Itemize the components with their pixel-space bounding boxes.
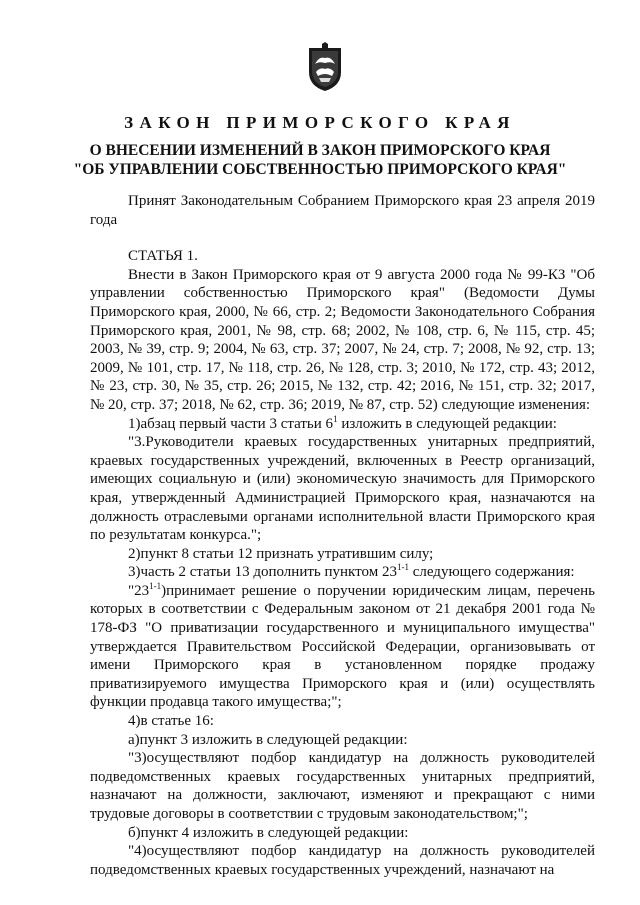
item-3-quote-a: "23 [128, 582, 150, 599]
item-1-superscript: 1 [333, 413, 338, 424]
item-1-text-b: изложить в следующей редакции: [337, 415, 557, 432]
item-1-quote: "3.Руководители краевых государственных унитарных предприятий, краевых государственных учреждений, включенных в Реестр организаций, имеющих социальную и (или) экономическую значимость для Приморского края, утвержденный Администрацией Приморского края, назначаются на должность отраслевыми органами исполнительной власти Приморского края по результатам конкурса."; [90, 434, 595, 544]
adoption-note: Принят Законодательным Собранием Приморского края 23 апреля 2019 года [90, 193, 595, 228]
item-3-quote-b: )принимает решение о поручении юридическим лицам, перечень которых в соответствии с Федеральным законом от 21 декабря 2001 года № 178-ФЗ "О приватизации государственного и муниципального имущества" утверждается Правительством Российской Федерации, организовывать от имени Приморского края в установленном порядке продажу приватизируемого имущества Приморского края и (или) осуществлять функции продавца такого имущества;"; [90, 582, 595, 711]
item-3-text-a: 3)часть 2 статьи 13 дополнить пунктом 23 [128, 564, 397, 581]
item-3 [90, 563, 595, 582]
item-3-text-b: следующего содержания: [408, 564, 575, 581]
document-body [90, 192, 595, 879]
law-subtitle-line-1: О ВНЕСЕНИИ ИЗМЕНЕНИЙ В ЗАКОН ПРИМОРСКОГО КРАЯ [89, 142, 551, 159]
article-heading: СТАТЬЯ 1. [128, 248, 198, 265]
article-intro: Внести в Закон Приморского края от 9 августа 2000 года № 99-КЗ "Об управлении собственностью Приморского края" (Ведомости Думы Приморского края, 2000, № 66, стр. 2; Ведомости Законодательного Собрания Приморского края, 2001, № 98, стр. 68; 2002, № 108, стр. 6, № 115, стр. 45; 2003, № 39, стр. 9; 2004, № 63, стр. 37; 2007, № 24, стр. 7; 2008, № 92, стр. 13; 2009, № 101, стр. 17, № 118, стр. 26, № 128, стр. 3; 2010, № 172, стр. 43; 2012, № 23, стр. 30, № 35, стр. 26; 2015, № 132, стр. 42; 2016, № 151, стр. 32; 2017, № 20, стр. 37; 2018, № 62, стр. 36; 2019, № 87, стр. 52) следующие изменения: [90, 266, 595, 413]
item-4b-quote: "4)осуществляют подбор кандидатур на должность руководителей подведомственных краевых государственных учреждений, назначают на [90, 843, 595, 878]
item-4a: а)пункт 3 изложить в следующей редакции: [128, 731, 408, 748]
item-4a-quote: "3)осуществляют подбор кандидатур на должность руководителей подведомственных краевых государственных унитарных предприятий, назначают на должности, заключают, изменяют и прекращают с ними трудовые договоры в соответствии с трудовым законодательством;"; [90, 750, 595, 822]
item-3-quote [90, 582, 595, 712]
item-1 [90, 415, 595, 434]
item-4: 4)в статье 16: [128, 713, 214, 730]
item-4b: б)пункт 4 изложить в следующей редакции: [128, 824, 409, 841]
item-3-superscript: 1-1 [396, 562, 409, 573]
law-subtitle-line-2: "ОБ УПРАВЛЕНИИ СОБСТВЕННОСТЬЮ ПРИМОРСКОГО КРАЯ" [73, 161, 567, 178]
item-1-text-a: 1)абзац первый части 3 статьи 6 [128, 415, 334, 432]
item-3-quote-superscript: 1-1 [149, 580, 162, 591]
item-2: 2)пункт 8 статьи 12 признать утратившим силу; [128, 545, 434, 562]
primorsky-coat-of-arms-icon [307, 42, 343, 92]
law-title: ЗАКОН ПРИМОРСКОГО КРАЯ [124, 113, 516, 132]
